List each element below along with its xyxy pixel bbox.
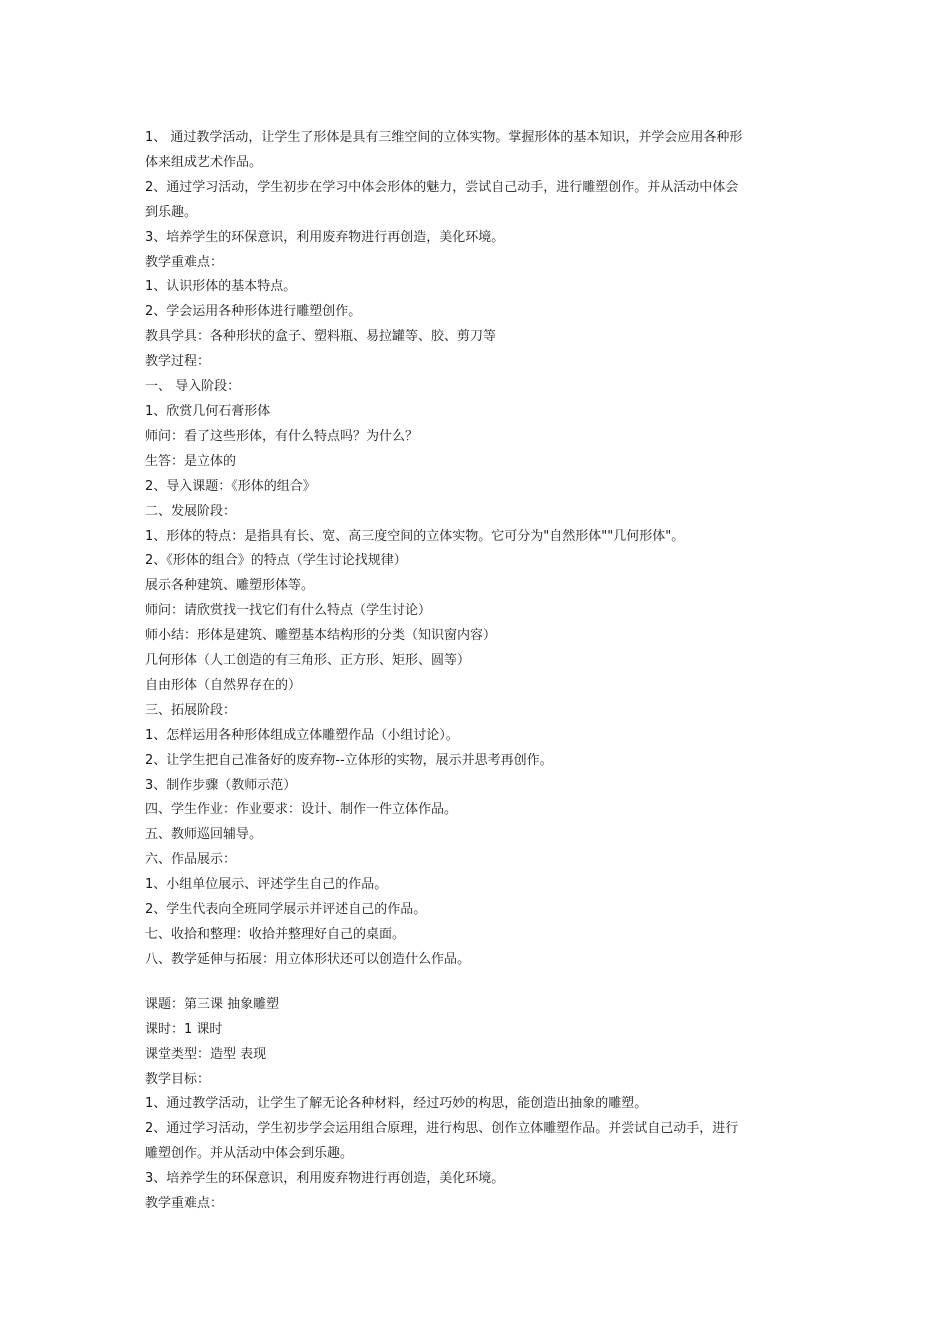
text-line: 3、培养学生的环保意识，利用废弃物进行再创造，美化环境。 — [145, 229, 505, 245]
lesson-section-abstract-sculpture — [145, 993, 810, 1217]
text-line: 二、发展阶段： — [145, 503, 237, 519]
text-line: 三、拓展阶段： — [145, 702, 237, 718]
text-line: 教学重难点： — [145, 254, 224, 270]
document-page — [145, 126, 810, 1217]
text-line: 展示各种建筑、雕塑形体等。 — [145, 578, 315, 594]
text-line: 雕塑创作。并从活动中体会到乐趣。 — [145, 1146, 354, 1162]
text-line: 五、教师巡回辅导。 — [145, 827, 263, 843]
lesson-section-shape-combination — [145, 126, 810, 973]
text-line: 课堂类型：造型 表现 — [145, 1046, 267, 1062]
text-line: 2、让学生把自己准备好的废弃物--立体形的实物，展示并思考再创作。 — [145, 752, 553, 768]
section-gap — [145, 973, 810, 993]
text-line: 教学过程： — [145, 354, 211, 370]
text-line: 1、认识形体的基本特点。 — [145, 279, 297, 295]
text-line: 2、导入课题：《形体的组合》 — [145, 478, 316, 494]
text-line: 课题：第三课 抽象雕塑 — [145, 996, 280, 1012]
text-line: 教具学具：各种形状的盒子、塑料瓶、易拉罐等、胶、剪刀等 — [145, 329, 497, 345]
text-line: 八、教学延伸与拓展：用立体形状还可以创造什么作品。 — [145, 951, 471, 967]
text-line: 1、 通过教学活动，让学生了形体是具有三维空间的立体实物。掌握形体的基本知识，并学会应用各种形 — [145, 130, 743, 145]
text-line: 师小结：形体是建筑、雕塑基本结构形的分类（知识窗内容） — [145, 628, 497, 644]
text-line: 师问：请欣赏找一找它们有什么特点（学生讨论） — [145, 603, 432, 619]
text-line: 2、《形体的组合》的特点（学生讨论找规律） — [145, 553, 407, 569]
text-line: 体来组成艺术作品。 — [145, 154, 263, 170]
text-line: 1、形体的特点：是指具有长、宽、高三度空间的立体实物。它可分为"自然形体""几何形体"。 — [145, 528, 685, 544]
text-line: 1、怎样运用各种形体组成立体雕塑作品（小组讨论）。 — [145, 727, 459, 743]
text-line: 生答：是立体的 — [145, 453, 237, 469]
text-line: 2、学会运用各种形体进行雕塑创作。 — [145, 304, 362, 320]
text-line: 3、培养学生的环保意识，利用废弃物进行再创造，美化环境。 — [145, 1171, 505, 1187]
text-line: 自由形体（自然界存在的） — [145, 677, 302, 693]
text-line: 课时：1 课时 — [145, 1021, 223, 1037]
text-line: 1、欣赏几何石膏形体 — [145, 403, 271, 419]
text-line: 六、作品展示： — [145, 852, 237, 868]
text-line: 2、通过学习活动，学生初步学会运用组合原理，进行构思、创作立体雕塑作品。并尝试自己动手，进行 — [145, 1121, 739, 1137]
text-line: 3、制作步骤（教师示范） — [145, 777, 297, 793]
text-line: 师问：看了这些形体，有什么特点吗？为什么？ — [145, 428, 419, 444]
text-line: 教学目标： — [145, 1071, 211, 1087]
text-line: 教学重难点： — [145, 1196, 224, 1212]
text-line: 七、收拾和整理：收拾并整理好自己的桌面。 — [145, 927, 406, 942]
text-line: 2、学生代表向全班同学展示并评述自己的作品。 — [145, 902, 427, 918]
text-line: 1、通过教学活动，让学生了解无论各种材料，经过巧妙的构思，能创造出抽象的雕塑。 — [145, 1096, 648, 1112]
text-line: 2、通过学习活动，学生初步在学习中体会形体的魅力，尝试自己动手，进行雕塑创作。并从活动中体会 — [145, 179, 739, 195]
text-line: 到乐趣。 — [145, 204, 198, 220]
text-line: 一、 导入阶段： — [145, 379, 241, 395]
text-line: 几何形体（人工创造的有三角形、正方形、矩形、圆等） — [145, 653, 471, 669]
text-line: 1、小组单位展示、评述学生自己的作品。 — [145, 877, 388, 893]
text-line: 四、学生作业：作业要求：设计、制作一件立体作品。 — [145, 802, 458, 818]
